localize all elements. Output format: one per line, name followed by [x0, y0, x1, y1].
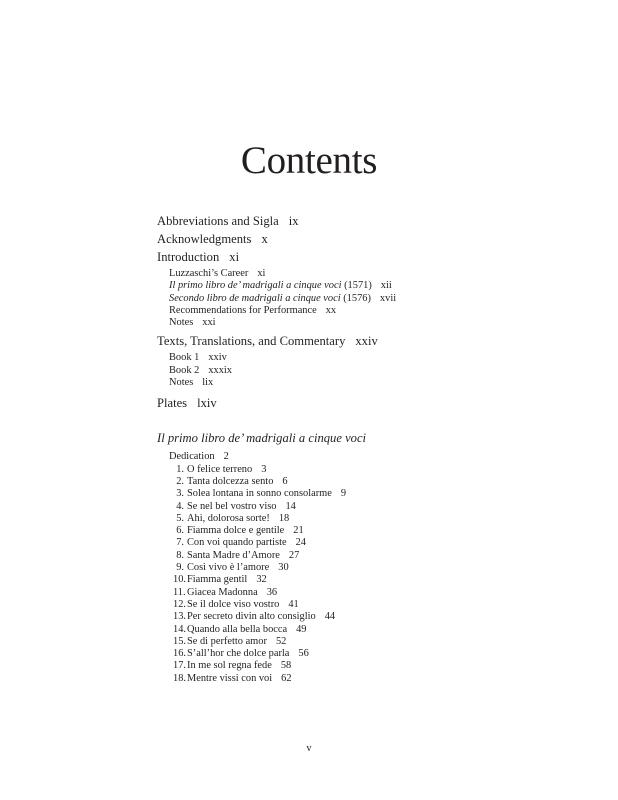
toc-subentry-dedication[interactable] — [169, 451, 557, 463]
madrigal-title: Per secreto divin alto consiglio — [187, 611, 316, 623]
madrigal-title: Ahi, dolorosa sorte! — [187, 512, 270, 524]
madrigal-number: 8. — [176, 549, 184, 561]
madrigal-page: 49 — [296, 623, 307, 635]
madrigal-list — [157, 451, 557, 685]
madrigal-title: Solea lontana in sonno consolarme — [187, 488, 332, 500]
toc-subentry-label: Luzzaschi’s Career — [169, 268, 249, 279]
madrigal-page: 27 — [288, 549, 300, 561]
table-of-contents — [157, 214, 557, 685]
madrigal-number: 18. — [173, 672, 186, 684]
madrigal-title: Fiamma dolce e gentile — [187, 525, 285, 537]
madrigal-page: 9 — [340, 488, 347, 500]
toc-entry-page: ix — [288, 214, 299, 228]
introduction-subentries — [157, 268, 557, 329]
list-item[interactable] — [169, 624, 557, 636]
list-item[interactable] — [169, 673, 557, 685]
madrigal-number: 12. — [173, 598, 186, 610]
toc-entry-page: x — [261, 232, 268, 246]
list-item[interactable] — [169, 587, 557, 599]
toc-entry-label: Introduction — [157, 250, 220, 264]
madrigal-number: 10. — [173, 574, 186, 586]
toc-subentry-page: 2 — [223, 451, 229, 463]
list-item[interactable] — [169, 636, 557, 648]
toc-entry-acknowledgments[interactable] — [157, 232, 557, 247]
madrigal-title: S’all’hor che dolce parla — [187, 648, 290, 660]
madrigal-page: 32 — [256, 574, 267, 586]
madrigal-title: Se nel bel vostro viso — [187, 500, 277, 512]
toc-subentry-book-1[interactable] — [169, 352, 557, 364]
madrigal-page: 41 — [288, 598, 299, 610]
toc-subentry-recommendations[interactable] — [169, 305, 557, 317]
madrigal-title: Fiamma gentil — [187, 574, 248, 586]
toc-entry-label: Plates — [157, 396, 188, 411]
list-item[interactable] — [169, 660, 557, 672]
madrigal-title: In me sol regna fede — [187, 660, 272, 672]
toc-subentry-label: Dedication — [169, 451, 215, 463]
madrigal-page: 56 — [298, 648, 309, 660]
list-item[interactable] — [169, 537, 557, 549]
list-item[interactable] — [169, 501, 557, 513]
madrigal-page: 62 — [281, 672, 292, 684]
toc-subentry-title: Il primo libro de’ madrigali a cinque voci — [169, 280, 342, 292]
toc-entry-texts-translations[interactable] — [157, 334, 557, 349]
list-item[interactable] — [169, 574, 557, 586]
toc-subentry-primo-libro[interactable] — [169, 280, 557, 292]
madrigal-page: 3 — [261, 463, 267, 475]
toc-subentry-career[interactable] — [169, 268, 557, 280]
madrigal-number: 6. — [176, 525, 184, 537]
toc-subentry-page: xxxix — [208, 364, 232, 376]
madrigal-number: 4. — [176, 500, 184, 512]
toc-subentry-label: Notes — [169, 377, 194, 389]
toc-subentry-year: (1571) — [344, 280, 372, 292]
toc-subentry-page: xii — [380, 280, 392, 292]
madrigal-page: 6 — [282, 475, 288, 487]
madrigal-title: Tanta dolcezza sento — [187, 475, 274, 487]
madrigal-number: 11. — [173, 586, 186, 598]
madrigal-number: 13. — [173, 611, 186, 623]
madrigal-title: Santa Madre d’Amore — [187, 549, 280, 561]
madrigal-page: 21 — [293, 525, 304, 537]
toc-entry-abbreviations[interactable] — [157, 214, 557, 229]
madrigal-page: 58 — [280, 660, 292, 672]
list-item[interactable] — [169, 476, 557, 488]
toc-subentry-notes[interactable] — [169, 377, 557, 389]
madrigal-page: 18 — [278, 512, 290, 524]
page-title: Contents — [240, 139, 378, 182]
toc-entry-plates[interactable] — [157, 396, 557, 411]
madrigal-page: 30 — [278, 562, 289, 574]
madrigal-number: 5. — [176, 512, 184, 524]
madrigal-number: 3. — [176, 488, 184, 500]
toc-entry-label: Acknowledgments — [157, 232, 252, 246]
toc-subentry-page: xx — [325, 304, 337, 316]
madrigal-number: 14. — [173, 623, 186, 635]
toc-subentry-label: Recommendations for Performance — [169, 304, 317, 316]
list-item[interactable] — [169, 513, 557, 525]
list-item[interactable] — [169, 562, 557, 574]
toc-entry-page: xi — [229, 250, 240, 264]
list-item[interactable] — [169, 648, 557, 660]
madrigal-number: 2. — [176, 475, 184, 487]
list-item[interactable] — [169, 488, 557, 500]
toc-subentry-label: Notes — [169, 317, 194, 329]
madrigal-number: 9. — [176, 562, 184, 574]
madrigal-number: 15. — [173, 635, 186, 647]
madrigal-title: Se il dolce viso vostro — [187, 598, 280, 610]
toc-entry-label: Abbreviations and Sigla — [157, 214, 279, 228]
madrigal-title: Se di perfetto amor — [187, 635, 267, 647]
madrigal-title: Giacea Madonna — [187, 586, 258, 598]
madrigal-title: Mentre vissi con voi — [187, 672, 273, 684]
list-item[interactable] — [169, 525, 557, 537]
madrigal-page: 36 — [266, 586, 278, 598]
section-heading-book-1: Il primo libro de’ madrigali a cinque voci — [157, 431, 367, 446]
madrigal-number: 16. — [173, 648, 186, 660]
toc-subentry-page: lix — [202, 377, 214, 389]
list-item[interactable] — [169, 611, 557, 623]
toc-subentry-page: xi — [257, 268, 266, 279]
list-item[interactable] — [169, 550, 557, 562]
madrigal-number: 1. — [176, 463, 184, 475]
madrigal-title: O felice terreno — [187, 463, 253, 475]
toc-entry-page: xxiv — [355, 334, 378, 349]
toc-subentry-secondo-libro[interactable] — [169, 293, 557, 305]
list-item[interactable] — [169, 464, 557, 476]
madrigal-page: 14 — [285, 500, 296, 512]
toc-subentry-notes[interactable] — [169, 317, 557, 329]
madrigal-title: Quando alla bella bocca — [187, 623, 288, 635]
madrigal-number: 7. — [176, 537, 184, 549]
toc-subentry-year: (1576) — [343, 292, 371, 304]
toc-entry-introduction[interactable] — [157, 250, 557, 265]
toc-subentry-label: Book 1 — [169, 352, 200, 364]
toc-subentry-page: xxi — [202, 317, 216, 329]
toc-entry-page: lxiv — [197, 396, 217, 411]
texts-subentries — [157, 352, 557, 389]
madrigal-number: 17. — [173, 660, 186, 672]
toc-subentry-label: Book 2 — [169, 364, 200, 376]
madrigal-page: 24 — [295, 537, 306, 549]
madrigal-page: 52 — [275, 635, 287, 647]
madrigal-title: Con voi quando partiste — [187, 537, 287, 549]
madrigal-page: 44 — [324, 611, 336, 623]
toc-entry-label: Texts, Translations, and Commentary — [157, 334, 346, 349]
list-item[interactable] — [169, 599, 557, 611]
toc-subentry-title: Secondo libro de madrigali a cinque voci — [169, 292, 341, 304]
toc-subentry-page: xxiv — [208, 352, 227, 364]
toc-subentry-page: xvii — [379, 292, 397, 304]
madrigal-title: Così vivo è l’amore — [187, 562, 270, 574]
page-number: v — [306, 743, 312, 754]
toc-subentry-book-2[interactable] — [169, 365, 557, 377]
